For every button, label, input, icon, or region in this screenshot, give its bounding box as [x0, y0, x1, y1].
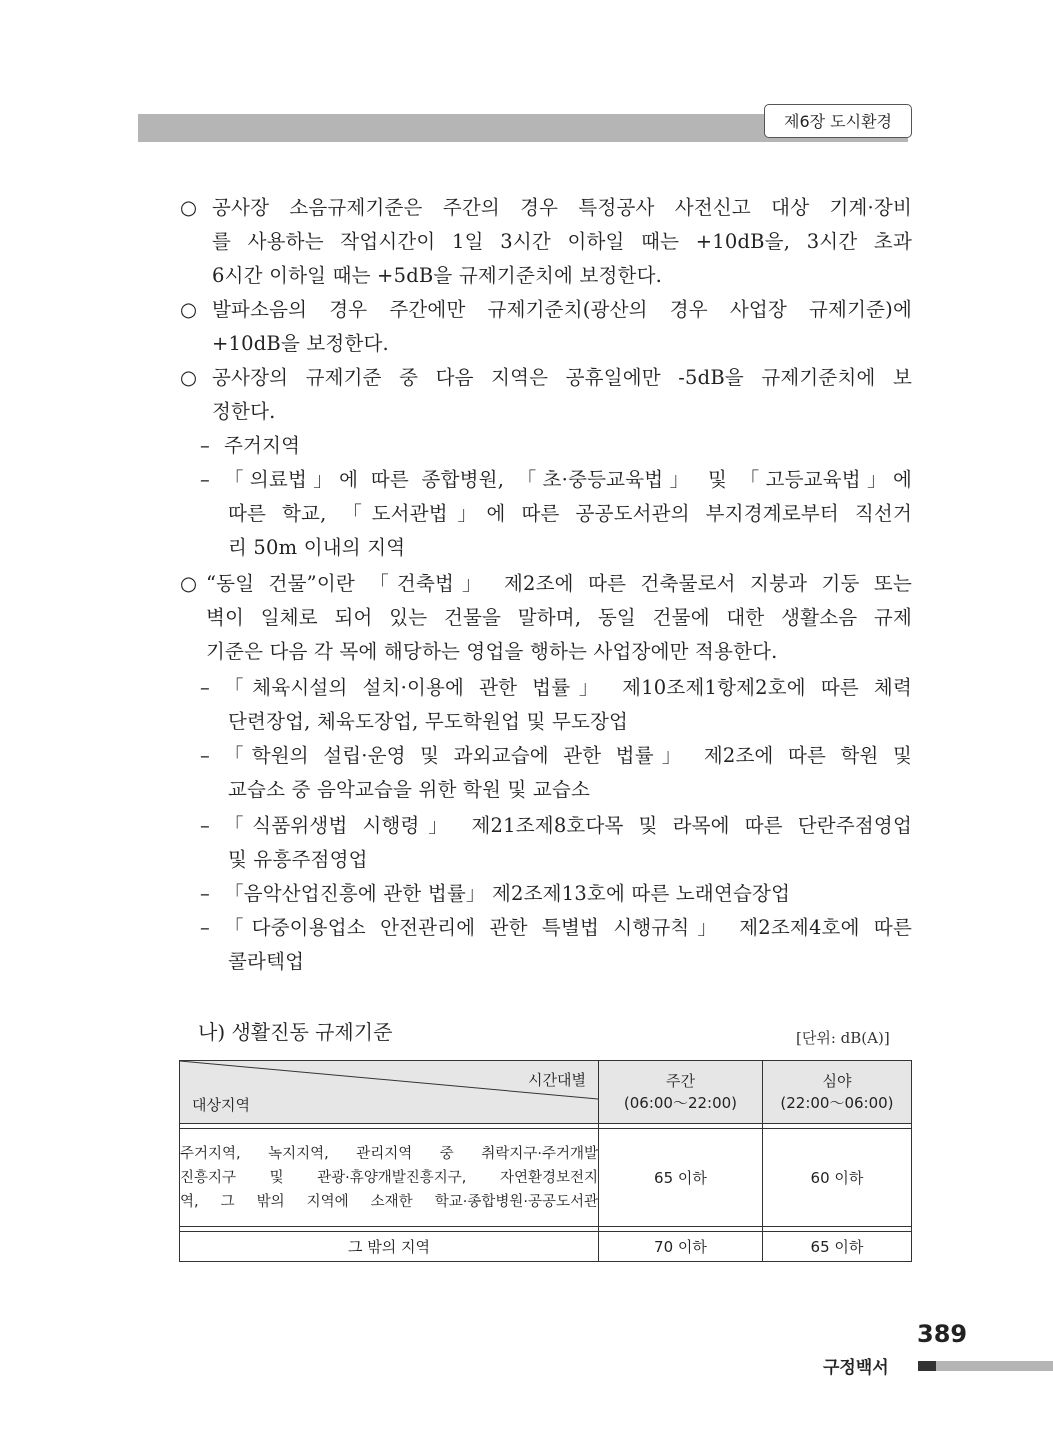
p4-sub2-line-1: 「학원의 설립·운영 및 과외교습에 관한 법률」 제2조에 따른 학원 및 — [224, 744, 912, 767]
p2-line-2: +10dB을 보정한다. — [212, 332, 389, 355]
vibration-standard-table — [179, 1060, 912, 1262]
row1-area-line-1: 주거지역, 녹지지역, 관리지역 중 취락지구·주거개발 — [180, 1145, 598, 1162]
dash-marker: – — [200, 882, 210, 905]
unit-label: [단위: dB(A)] — [796, 1029, 890, 1047]
header-day-label: 주간 — [665, 1072, 695, 1090]
chapter-tab: 제6장 도시환경 — [764, 104, 912, 138]
dash-marker: – — [200, 916, 210, 939]
dash-marker: – — [200, 468, 210, 491]
bullet-marker: ○ — [180, 196, 198, 219]
row1-day-value: 65 이하 — [599, 1129, 763, 1227]
p4-line-1: “동일 건물”이란 「건축법」 제2조에 따른 건축물로서 지붕과 기둥 또는 — [206, 572, 912, 595]
p1-line-2: 를 사용하는 작업시간이 1일 3시간 이하일 때는 +10dB을, 3시간 초과 — [212, 230, 912, 253]
row1-area-cell — [180, 1129, 599, 1227]
footer-bar-gray — [936, 1361, 1053, 1371]
p4-sub2-line-2: 교습소 중 음악교습을 위한 학원 및 교습소 — [228, 778, 591, 801]
table-row — [180, 1129, 912, 1227]
row2-night-value: 65 이하 — [762, 1232, 911, 1262]
p3-line-1: 공사장의 규제기준 중 다음 지역은 공휴일에만 -5dB을 규제기준치에 보 — [212, 366, 912, 389]
header-night — [762, 1061, 911, 1124]
header-night-label: 심야 — [822, 1072, 852, 1090]
header-night-range: (22:00～06:00) — [780, 1094, 894, 1112]
header-day-range: (06:00～22:00) — [623, 1094, 738, 1112]
footer-bar-dark — [918, 1361, 936, 1371]
diagonal-header-cell — [180, 1061, 599, 1124]
dash-marker: – — [200, 434, 210, 457]
page-number: 389 — [917, 1320, 968, 1348]
p3-sub2-line-1: 「의료법」에 따른 종합병원, 「초·중등교육법」 및 「고등교육법」에 — [224, 468, 912, 491]
bullet-marker: ○ — [180, 366, 198, 389]
p4-sub3-line-1: 「식품위생법 시행령」 제21조제8호다목 및 라목에 따른 단란주점영업 — [224, 814, 912, 837]
row2-area-cell: 그 밖의 지역 — [180, 1232, 599, 1262]
bullet-marker: ○ — [180, 298, 198, 321]
p4-sub5-line-1: 「다중이용업소 안전관리에 관한 특별법 시행규칙」 제2조제4호에 따른 — [224, 916, 912, 939]
p3-sub2-line-3: 리 50m 이내의 지역 — [228, 536, 406, 559]
header-day — [599, 1061, 763, 1124]
p1-line-1: 공사장 소음규제기준은 주간의 경우 특정공사 사전신고 대상 기계·장비 — [212, 196, 912, 219]
p4-sub5-line-2: 콜라텍업 — [228, 950, 305, 973]
row1-night-value: 60 이하 — [762, 1129, 911, 1227]
p1-line-3: 6시간 이하일 때는 +5dB을 규제기준치에 보정한다. — [212, 264, 663, 287]
p3-sub2-line-2: 따른 학교, 「도서관법」에 따른 공공도서관의 부지경계로부터 직선거 — [228, 502, 912, 525]
p2-line-1: 발파소음의 경우 주간에만 규제기준치(광산의 경우 사업장 규제기준)에 — [212, 298, 912, 321]
p4-sub1-line-2: 단련장업, 체육도장업, 무도학원업 및 무도장업 — [228, 710, 629, 733]
row1-area-line-2: 진흥지구 및 관광·휴양개발진흥지구, 자연환경보전지 — [180, 1169, 598, 1186]
dash-marker: – — [200, 744, 210, 767]
section-title: 나) 생활진동 규제기준 — [198, 1020, 393, 1044]
p4-line-3: 기준은 다음 각 목에 해당하는 영업을 행하는 사업장에만 적용한다. — [206, 640, 778, 663]
row1-area-line-3: 역, 그 밖의 지역에 소재한 학교·종합병원·공공도서관 — [180, 1193, 598, 1210]
dash-marker: – — [200, 676, 210, 699]
header-time-label: 시간대별 — [528, 1071, 586, 1089]
table-header-row — [180, 1061, 912, 1124]
header-area-label: 대상지역 — [192, 1096, 250, 1114]
p4-sub4-line-1: 「음악산업진흥에 관한 법률」 제2조제13호에 따른 노래연습장업 — [224, 882, 791, 905]
p3-sub1-line-1: 주거지역 — [224, 434, 301, 457]
p4-sub1-line-1: 「체육시설의 설치·이용에 관한 법률」 제10조제1항제2호에 따른 체력 — [224, 676, 912, 699]
row2-day-value: 70 이하 — [599, 1232, 763, 1262]
dash-marker: – — [200, 814, 210, 837]
bullet-marker: ○ — [180, 572, 198, 595]
publication-name: 구정백서 — [823, 1358, 889, 1378]
p4-line-2: 벽이 일체로 되어 있는 건물을 말하며, 동일 건물에 대한 생활소음 규제 — [206, 606, 912, 629]
p3-line-2: 정한다. — [212, 400, 276, 423]
p4-sub3-line-2: 및 유흥주점영업 — [228, 848, 368, 871]
table-row — [180, 1232, 912, 1262]
